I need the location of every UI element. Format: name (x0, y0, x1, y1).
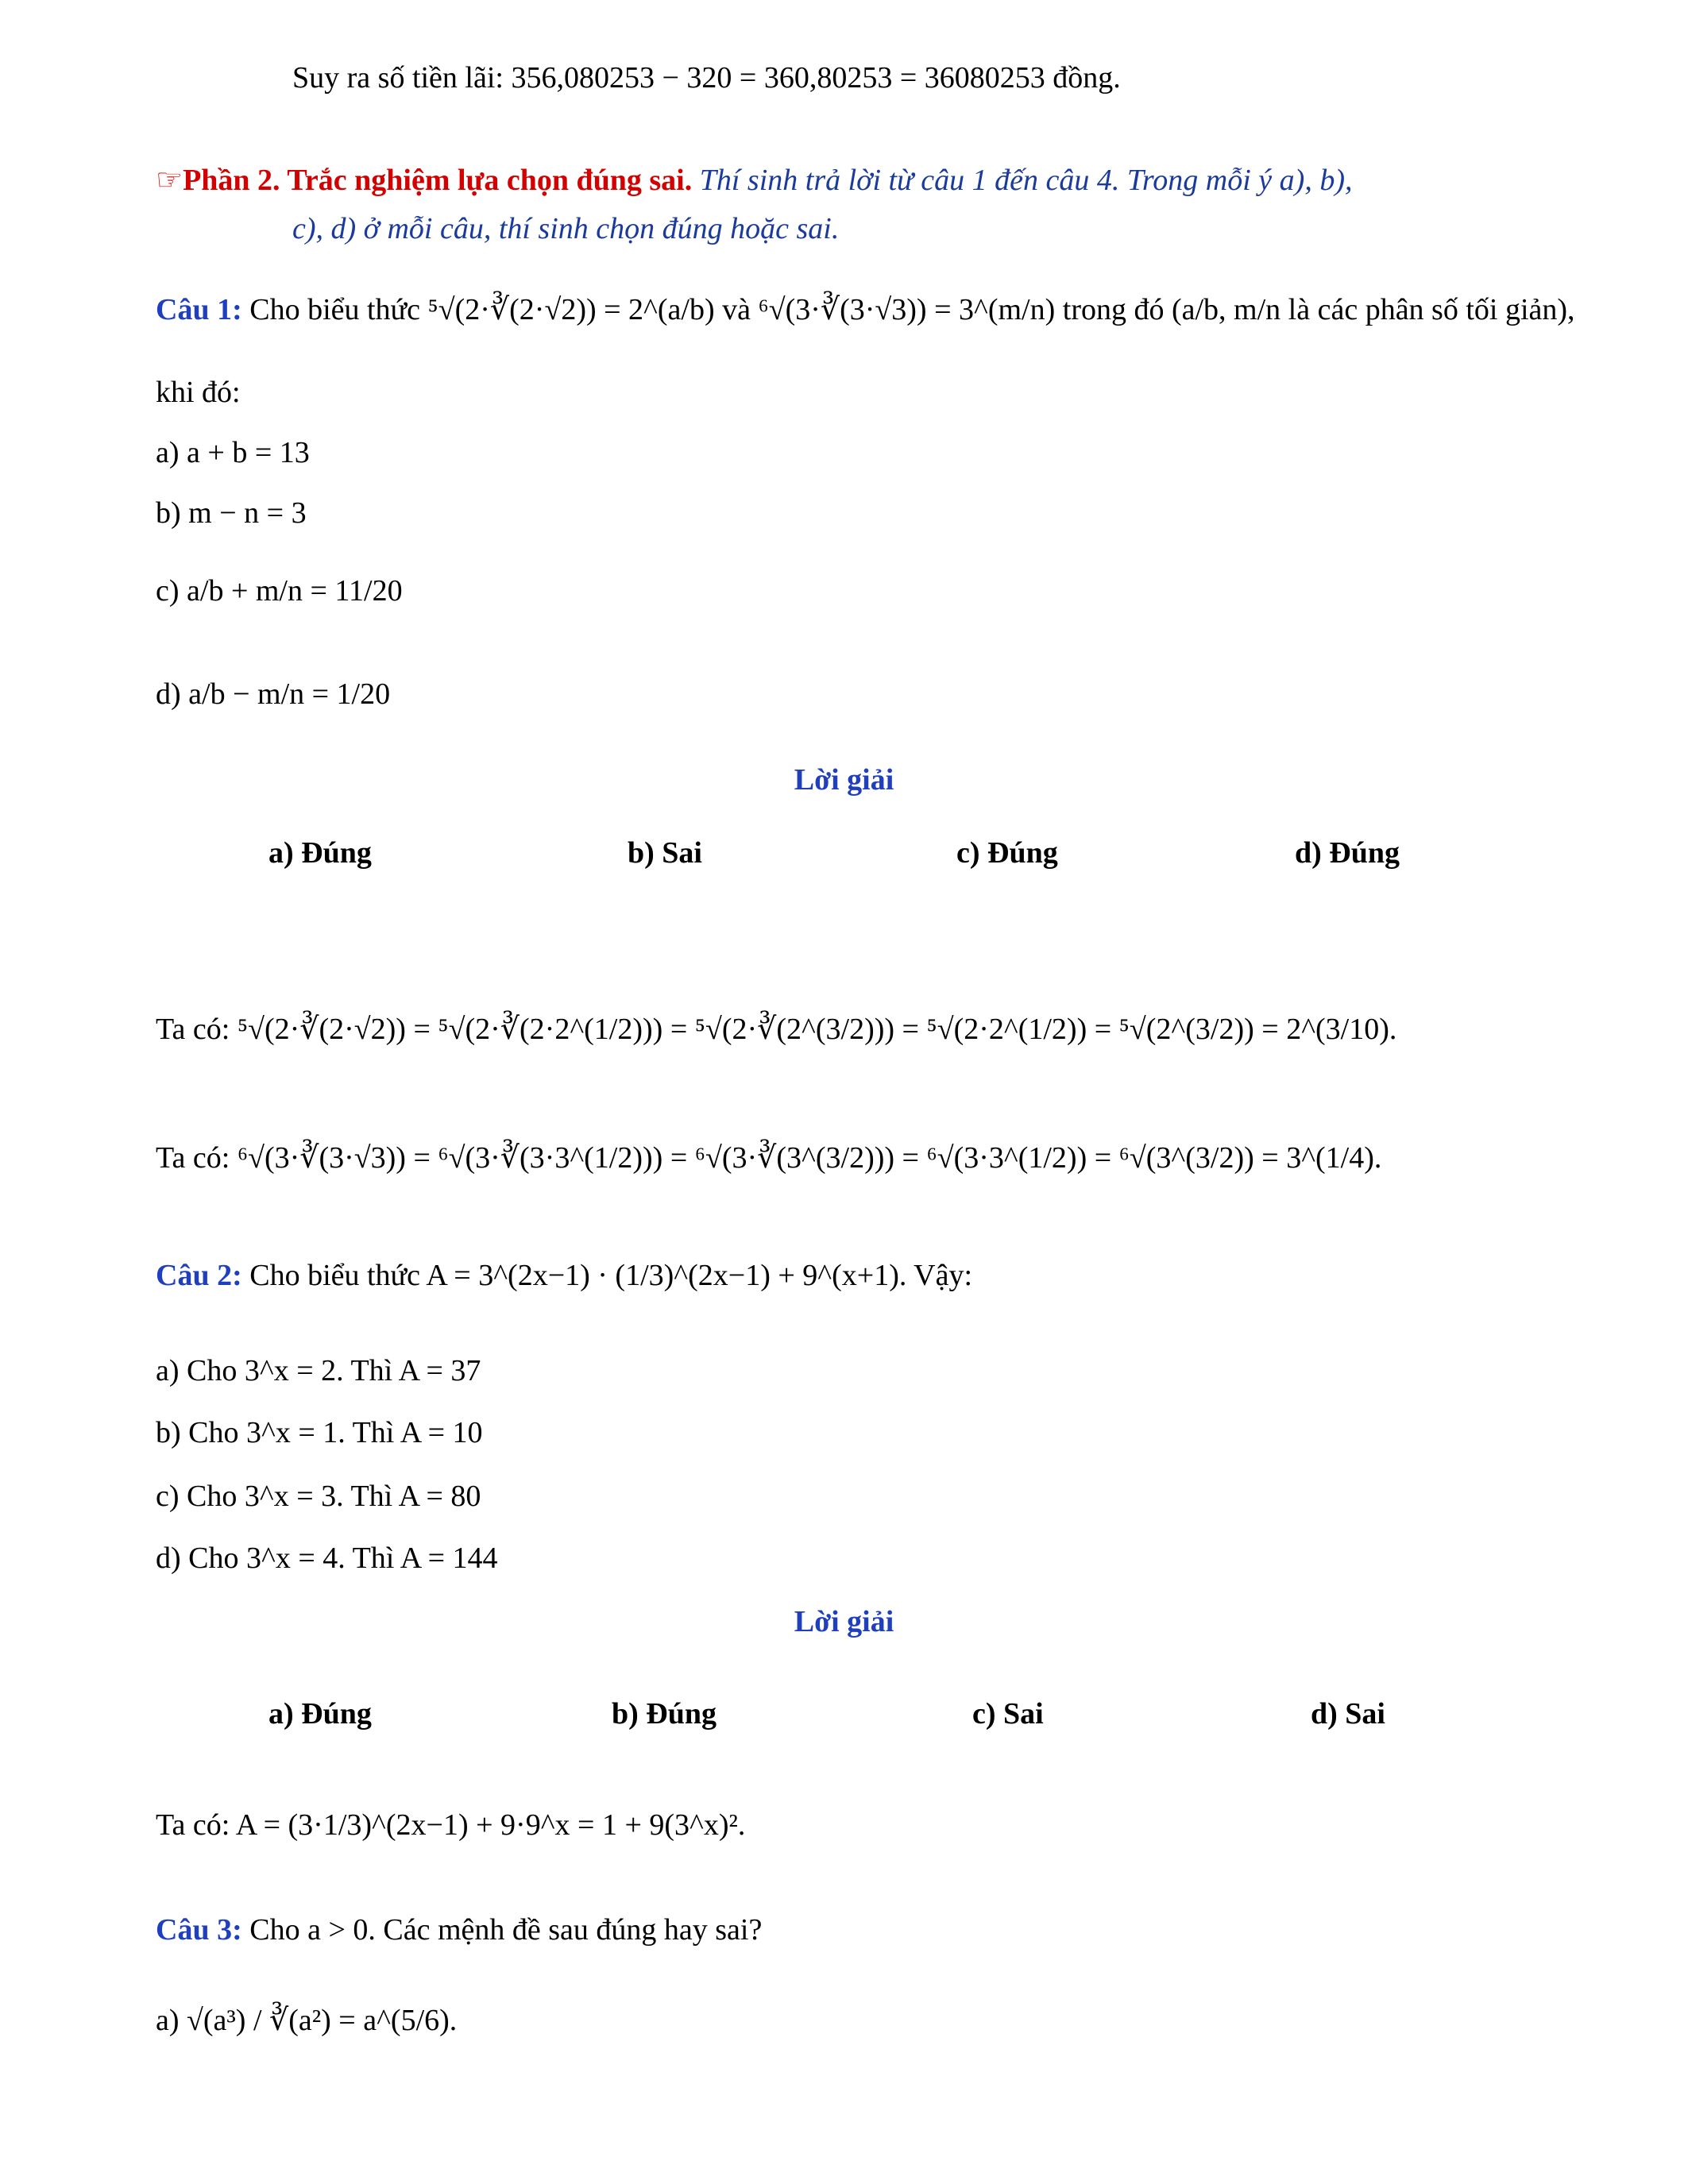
q1-answer-c: c) Đúng (956, 836, 1058, 870)
q1-option-c: c) a/b + m/n = 11/20 (156, 574, 403, 608)
q2-answer-a: a) Đúng (268, 1697, 372, 1731)
q2-answer-c: c) Sai (972, 1697, 1044, 1731)
q2-work-1: Ta có: A = (3·1/3)^(2x−1) + 9·9^x = 1 + 9(3^x)². (156, 1808, 746, 1842)
q2-option-a: a) Cho 3^x = 2. Thì A = 37 (156, 1354, 481, 1387)
q1-text: Cho biểu thức ⁵√(2·∛(2·√2)) = 2^(a/b) và ⁶√(3·∛(3·√3)) = 3^(m/n) trong đó (a/b, m/n là các phân số tối giản), (249, 293, 1575, 326)
q1-text2: khi đó: (156, 376, 241, 409)
q1-answer-a: a) Đúng (268, 836, 372, 870)
q3-text: Cho a > 0. Các mệnh đề sau đúng hay sai? (249, 1913, 763, 1947)
q2-answer-b: b) Đúng (612, 1697, 717, 1731)
q1-label: Câu 1: (156, 293, 242, 326)
q1-statement (156, 291, 1575, 329)
q1-solution-heading: Lời giải (794, 763, 894, 797)
q2-answer-d: d) Sai (1311, 1697, 1385, 1731)
q1-work-2: Ta có: ⁶√(3·∛(3·√3)) = ⁶√(3·∛(3·3^(1/2))) = ⁶√(3·∛(3^(3/2))) = ⁶√(3·3^(1/2)) = ⁶√(3^(3/2)) = 3^(1/4). (156, 1141, 1382, 1175)
q2-option-c: c) Cho 3^x = 3. Thì A = 80 (156, 1480, 481, 1513)
top-line: Suy ra số tiền lãi: 356,080253 − 320 = 360,80253 = 36080253 đồng. (292, 61, 1121, 95)
q1-answer-b: b) Sai (628, 836, 702, 870)
section-title: Phần 2. Trắc nghiệm lựa chọn đúng sai. (183, 164, 693, 197)
section-instruction-1: Thí sinh trả lời từ câu 1 đến câu 4. Trong mỗi ý a), b), (699, 164, 1353, 197)
q2-option-b: b) Cho 3^x = 1. Thì A = 10 (156, 1416, 483, 1449)
q1-option-a: a) a + b = 13 (156, 436, 310, 469)
q2-solution-heading: Lời giải (794, 1605, 894, 1638)
q2-statement (156, 1256, 972, 1295)
section-header (156, 160, 1352, 199)
q2-label: Câu 2: (156, 1259, 242, 1292)
q1-option-d: d) a/b − m/n = 1/20 (156, 677, 391, 711)
pointing-hand-icon: ☞ (156, 162, 183, 197)
q2-option-d: d) Cho 3^x = 4. Thì A = 144 (156, 1542, 498, 1575)
q2-text: Cho biểu thức A = 3^(2x−1) · (1/3)^(2x−1) + 9^(x+1). Vậy: (249, 1259, 973, 1292)
q3-label: Câu 3: (156, 1913, 242, 1947)
q1-answer-d: d) Đúng (1295, 836, 1400, 870)
q3-statement (156, 1911, 762, 1949)
q1-option-b: b) m − n = 3 (156, 496, 307, 530)
q1-work-1: Ta có: ⁵√(2·∛(2·√2)) = ⁵√(2·∛(2·2^(1/2))) = ⁵√(2·∛(2^(3/2))) = ⁵√(2·2^(1/2)) = ⁵√(2^(3/2)) = 2^(3/10). (156, 1013, 1397, 1046)
section-instruction-2: c), d) ở mỗi câu, thí sinh chọn đúng hoặc sai. (292, 212, 840, 245)
q3-option-a: a) √(a³) / ∛(a²) = a^(5/6). (156, 2004, 458, 2037)
